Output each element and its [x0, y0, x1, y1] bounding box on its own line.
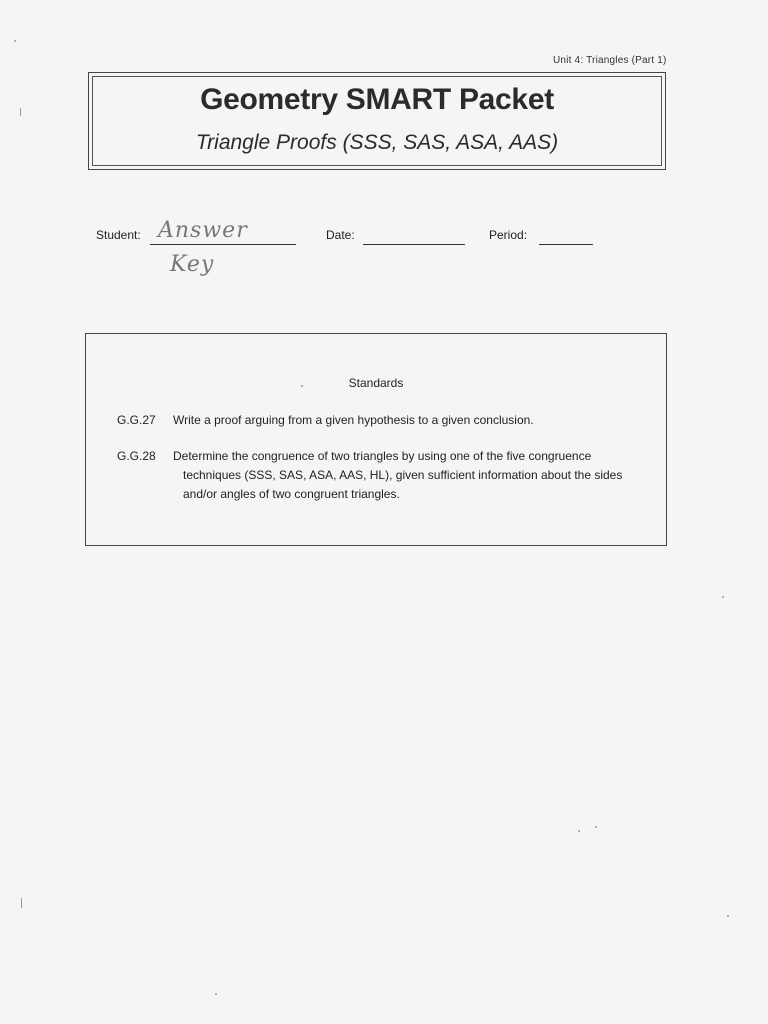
- student-handwritten-name-line2: Key: [170, 252, 215, 277]
- period-field: [489, 228, 527, 242]
- student-label: Student:: [96, 228, 141, 242]
- scan-speck: [727, 915, 729, 917]
- standard-text: Determine the congruence of two triangles by using one of the five congruence techniques (SSS, SAS, ASA, AAS, HL), given sufficient information about the sides and/or angles of two congruent triangles.: [173, 449, 623, 501]
- standard-code: G.G.28: [117, 449, 156, 463]
- standard-text: Write a proof arguing from a given hypothesis to a given conclusion.: [173, 413, 534, 427]
- scan-speck: [595, 826, 597, 828]
- standard-code: G.G.27: [117, 413, 156, 427]
- scan-speck: [301, 385, 303, 387]
- student-underline: [150, 244, 296, 245]
- standard-item: [117, 411, 652, 430]
- scan-speck: [20, 108, 21, 116]
- date-field: [326, 228, 355, 242]
- scan-speck: [722, 596, 724, 598]
- title-box: [88, 72, 666, 170]
- student-field: [96, 228, 141, 242]
- unit-label: Unit 4: Triangles (Part 1): [553, 55, 667, 66]
- scan-speck: [21, 898, 22, 908]
- date-label: Date:: [326, 228, 355, 242]
- student-handwritten-name-line1: Answer: [158, 218, 248, 243]
- period-label: Period:: [489, 228, 528, 242]
- page-title: Geometry SMART Packet: [200, 83, 554, 116]
- scan-speck: [578, 830, 580, 832]
- standard-item: [117, 447, 652, 504]
- page-subtitle: Triangle Proofs (SSS, SAS, ASA, AAS): [195, 131, 559, 154]
- standards-box: [85, 333, 667, 546]
- period-underline: [539, 244, 593, 245]
- scan-speck: [215, 993, 217, 995]
- standards-heading: Standards: [348, 376, 404, 390]
- scan-speck: [14, 40, 16, 42]
- date-underline: [363, 244, 465, 245]
